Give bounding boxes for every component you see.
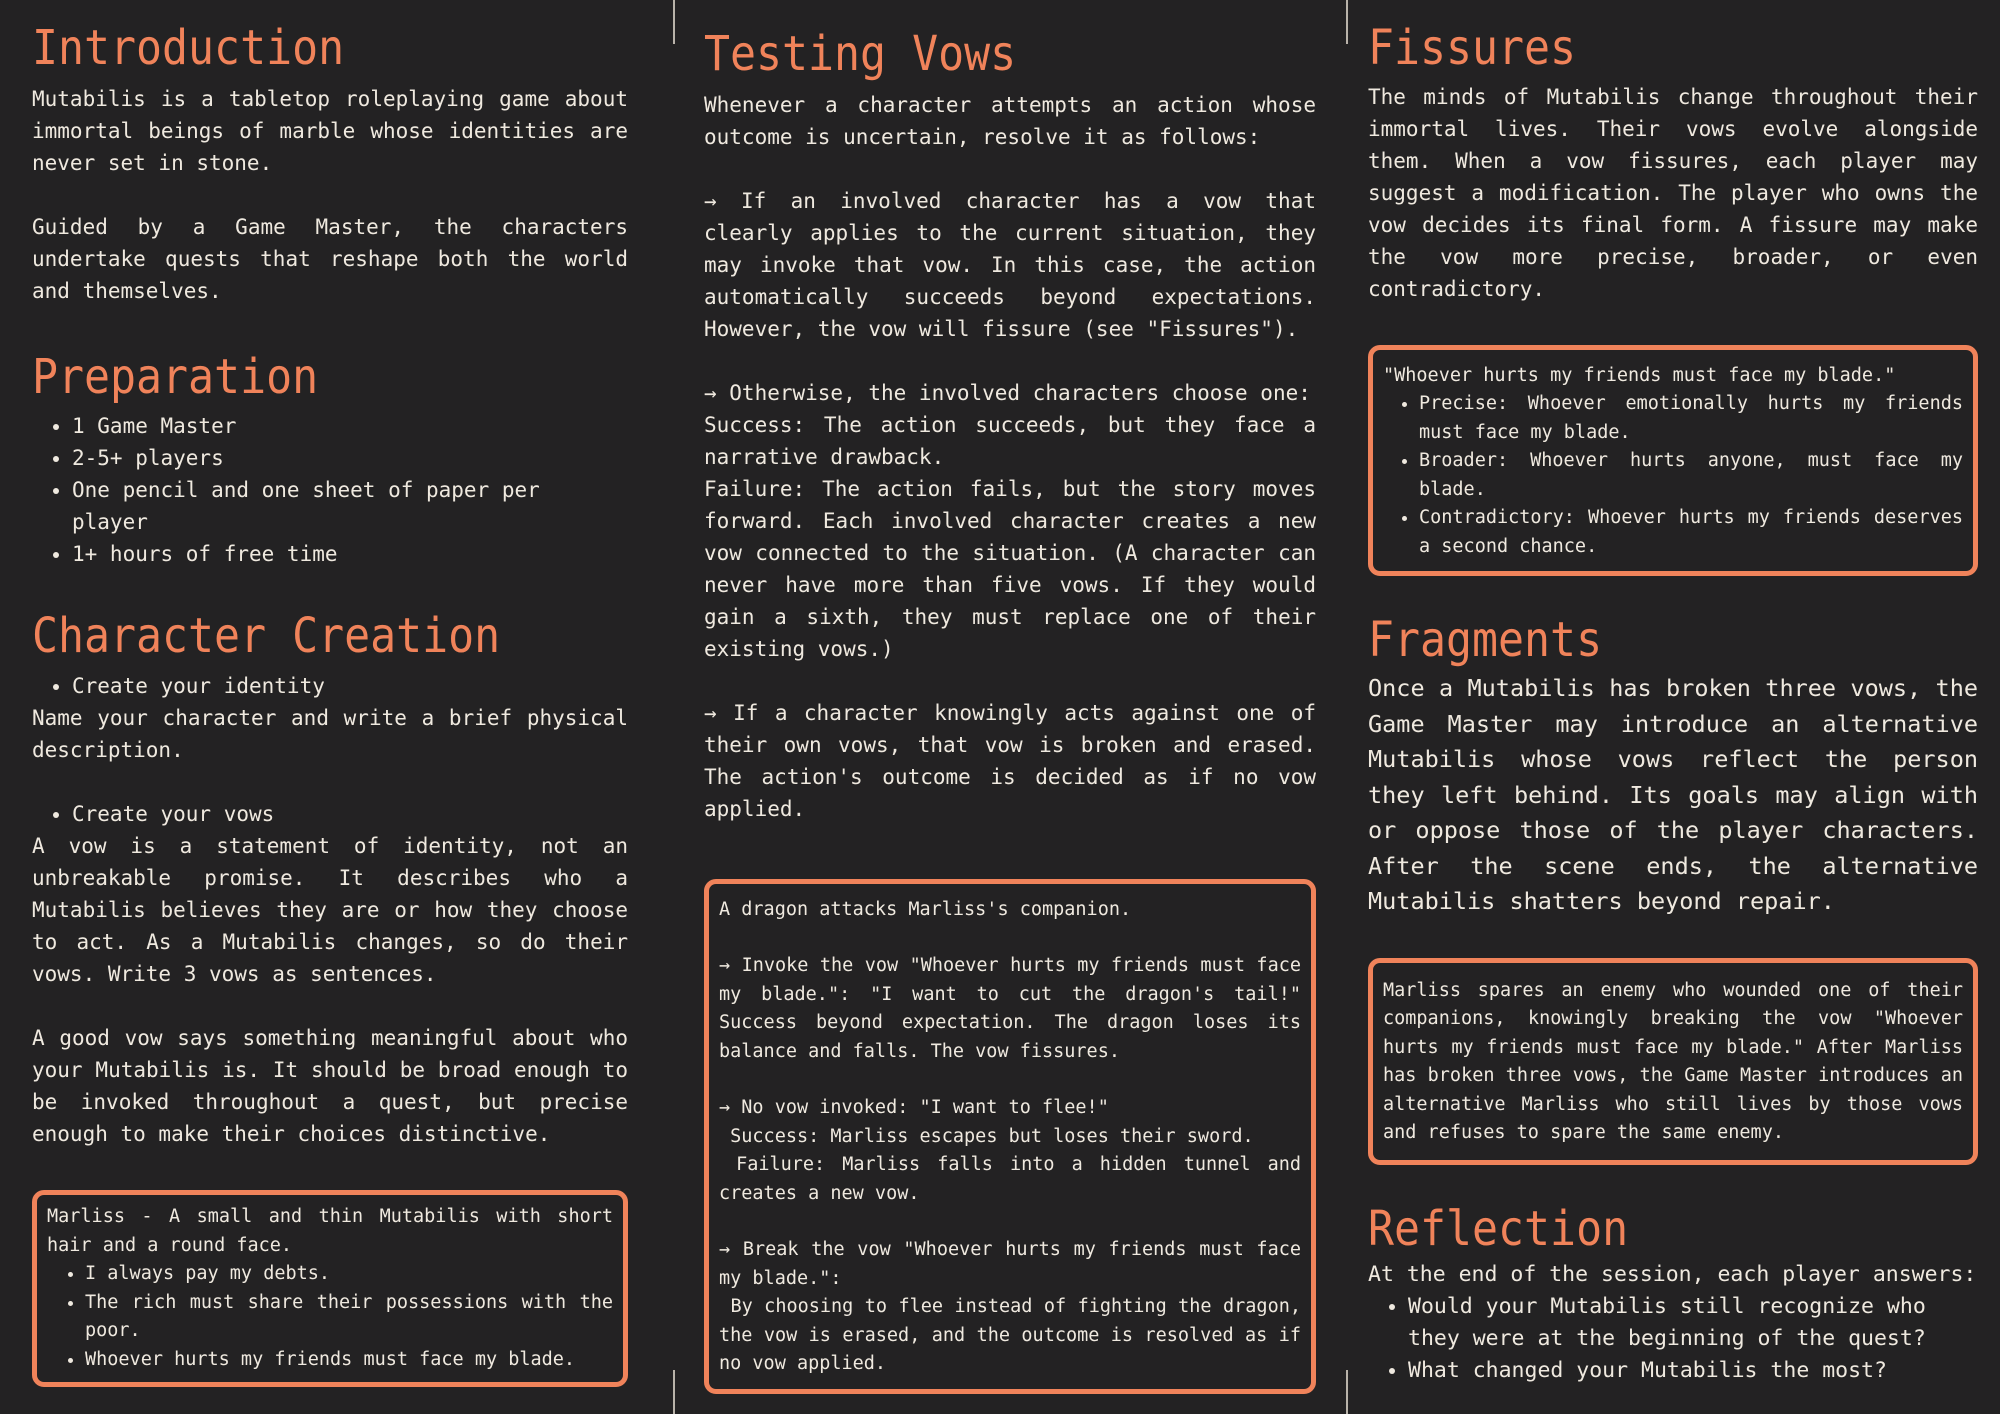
vows-paragraph-2: A good vow says something meaningful about who your Mutabilis is. It should be broad enough to be invoked throughout a quest, but precise enough to make their choices distinctive. bbox=[32, 1026, 628, 1147]
column-middle bbox=[704, 0, 1316, 1394]
list-item: • Would your Mutabilis still recognize who they were at the beginning of the quest? bbox=[1408, 1291, 1978, 1355]
testing-paragraph-4: → If a character knowingly acts against one of their own vows, that vow is broken and erased. The action's outcome is decided as if no vow applied. bbox=[704, 700, 1316, 821]
testing-paragraph-3c: Failure: The action fails, but the story moves forward. Each involved character creates a new vow connected to the situation. (A character can never have more than five vows. If they would gain a sixth, they must replace one of their existing vows.) bbox=[704, 476, 1316, 661]
intro-paragraph-1: Mutabilis is a tabletop roleplaying game about immortal beings of marble whose identities are never set in stone. bbox=[32, 86, 628, 175]
fissure-example-box bbox=[1368, 345, 1978, 577]
preparation-heading: Preparation bbox=[32, 348, 319, 405]
list-item: • The rich must share their possessions with the poor. bbox=[85, 1289, 613, 1346]
list-item: • 2-5+ players bbox=[72, 442, 628, 474]
column-left bbox=[32, 0, 628, 1387]
column-divider-2-bottom bbox=[1346, 1370, 1348, 1414]
introduction-heading: Introduction bbox=[32, 20, 345, 76]
intro-paragraph-2: Guided by a Game Master, the characters undertake quests that reshape both the world and themselves. bbox=[32, 214, 628, 303]
list-item: • One pencil and one sheet of paper per player bbox=[72, 474, 628, 538]
example-line-4a: → Break the vow "Whoever hurts my friends must face my blade.": bbox=[719, 1239, 1301, 1289]
fragments-section bbox=[1368, 614, 1978, 919]
example-line-3a: → No vow invoked: "I want to flee!" bbox=[719, 1097, 1109, 1119]
example-line-1: A dragon attacks Marliss's companion. bbox=[719, 898, 1132, 920]
testing-vows-heading: Testing Vows bbox=[704, 26, 1017, 82]
example-line-3b: Success: Marliss escapes but loses their sword. bbox=[719, 1125, 1254, 1147]
testing-paragraph-3b: Success: The action succeeds, but they face a narrative drawback. bbox=[704, 412, 1316, 469]
testing-paragraph-3a: → Otherwise, the involved characters choose one: bbox=[704, 380, 1311, 405]
column-divider-1-bottom bbox=[673, 1370, 675, 1414]
character-creation-heading: Character Creation bbox=[32, 607, 501, 664]
list-item: • Whoever hurts my friends must face my blade. bbox=[85, 1346, 613, 1375]
example-character-description: Marliss - A small and thin Mutabilis with short hair and a round face. bbox=[47, 1206, 613, 1256]
vows-paragraph-1: A vow is a statement of identity, not an unbreakable promise. It describes who a Mutabilis believes they are or how they choose to act. As a Mutabilis changes, so do their vows. Write 3 vows as sentences. bbox=[32, 834, 628, 987]
column-divider-1-top bbox=[673, 0, 675, 44]
identity-bullet bbox=[32, 670, 628, 702]
example-line-3c: Failure: Marliss falls into a hidden tunnel and creates a new vow. bbox=[719, 1154, 1313, 1204]
fragments-example-text: Marliss spares an enemy who wounded one of their companions, knowingly breaking the vow "Whoever hurts my friends must face my blade." After Marliss has broken three vows, the Game Master introduces an alternative Marliss who still lives by those vows and refuses to spare the same enemy. bbox=[1383, 979, 1963, 1144]
fragments-paragraph: Once a Mutabilis has broken three vows, the Game Master may introduce an alternative Mutabilis whose vows reflect the person they left behind. Its goals may align with or oppose those of the player characters. After the scene ends, the alternative Mutabilis shatters beyond repair. bbox=[1368, 674, 1978, 916]
testing-example-box bbox=[704, 879, 1316, 1394]
list-item: • 1+ hours of free time bbox=[72, 538, 628, 570]
fissures-heading: Fissures bbox=[1368, 20, 1577, 76]
fissures-paragraph: The minds of Mutabilis change throughout their immortal lives. Their vows evolve alongside them. When a vow fissures, each player may suggest a modification. The player who owns the vow decides its final form. A fissure may make the vow more precise, broader, or even contradictory. bbox=[1368, 84, 1978, 301]
reflection-heading: Reflection bbox=[1368, 1200, 1629, 1257]
column-divider-2-top bbox=[1346, 0, 1348, 44]
testing-paragraph-1: Whenever a character attempts an action whose outcome is uncertain, resolve it as follows: bbox=[704, 92, 1316, 149]
list-item: • Create your identity bbox=[72, 670, 628, 702]
example-line-4b: By choosing to flee instead of fighting the dragon, the vow is erased, and the outcome is resolved as if no vow applied. bbox=[719, 1296, 1313, 1375]
list-item: • Contradictory: Whoever hurts my friends deserves a second chance. bbox=[1419, 504, 1963, 561]
reflection-section bbox=[1368, 1200, 1978, 1388]
list-item: • What changed your Mutabilis the most? bbox=[1408, 1355, 1978, 1387]
reflection-questions bbox=[1368, 1291, 1978, 1387]
testing-paragraph-2: → If an involved character has a vow that clearly applies to the current situation, they may invoke that vow. In this case, the action automatically succeeds beyond expectations. However, the vow will fissure (see "Fissures"). bbox=[704, 188, 1316, 341]
identity-paragraph: Name your character and write a brief physical description. bbox=[32, 706, 628, 763]
reflection-paragraph: At the end of the session, each player answers: bbox=[1368, 1262, 1977, 1288]
fissure-example-list bbox=[1383, 390, 1963, 561]
preparation-list bbox=[32, 410, 628, 570]
list-item: • I always pay my debts. bbox=[85, 1260, 613, 1289]
list-item: • Precise: Whoever emotionally hurts my friends must face my blade. bbox=[1419, 390, 1963, 447]
column-right bbox=[1368, 0, 1978, 1387]
fragments-heading: Fragments bbox=[1368, 612, 1603, 669]
example-vows-list bbox=[47, 1260, 613, 1374]
character-example-box bbox=[32, 1190, 628, 1387]
example-line-2: → Invoke the vow "Whoever hurts my friends must face my blade.": "I want to cut the dragon's tail!" Success beyond expectation. The dragon loses its balance and falls. The vow fissures. bbox=[719, 955, 1301, 1062]
fissure-example-vow: "Whoever hurts my friends must face my blade." bbox=[1383, 364, 1896, 386]
vows-bullet bbox=[32, 798, 628, 830]
fragments-example-box bbox=[1368, 958, 1978, 1165]
list-item: • Broader: Whoever hurts anyone, must face my blade. bbox=[1419, 447, 1963, 504]
list-item: • 1 Game Master bbox=[72, 410, 628, 442]
list-item: • Create your vows bbox=[72, 798, 628, 830]
